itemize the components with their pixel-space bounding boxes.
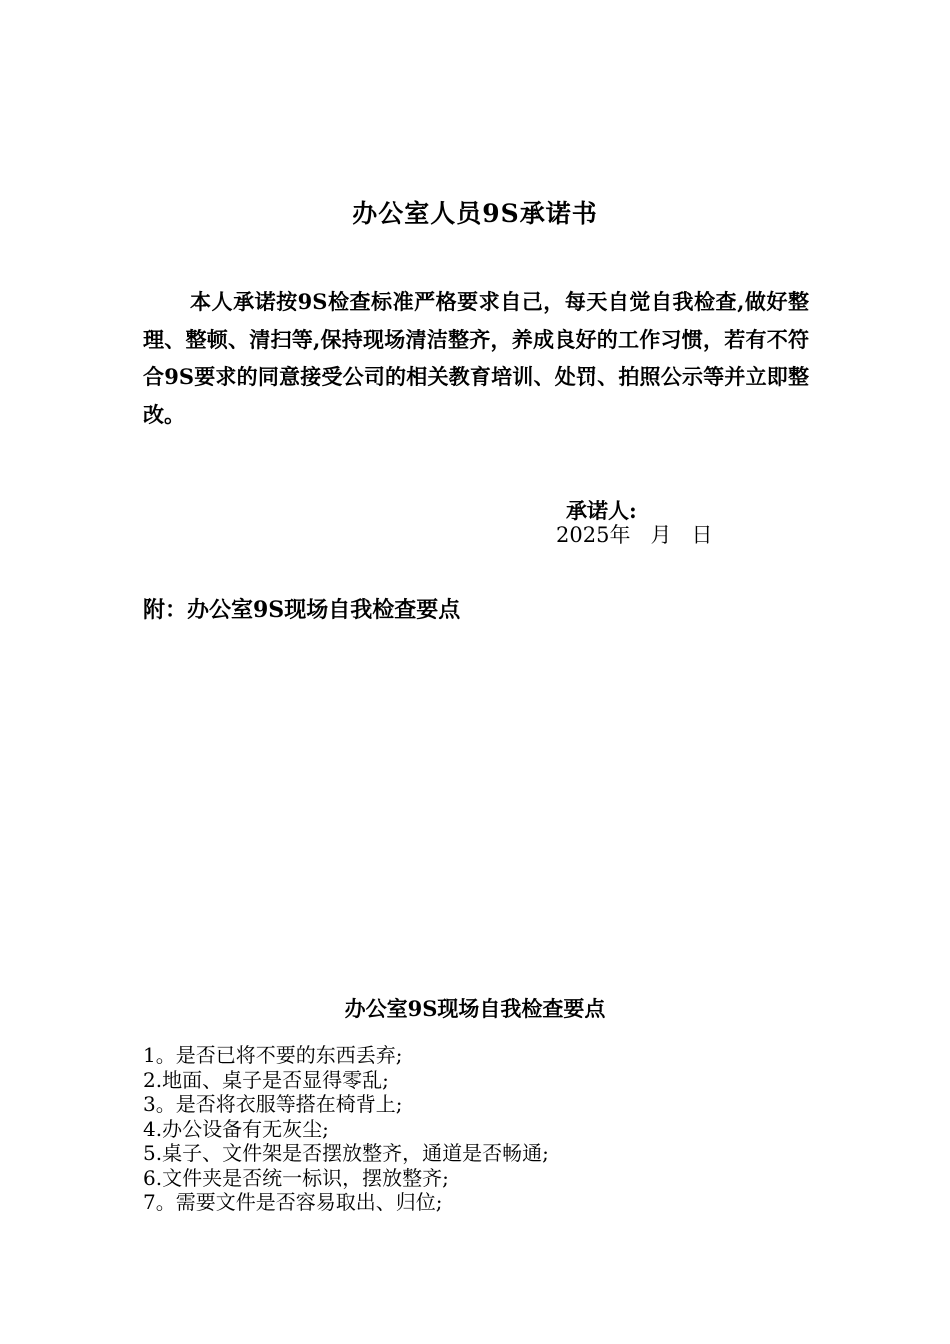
list-item: 6.文件夹是否统一标识，摆放整齐;: [143, 1165, 449, 1190]
signer-label: 承诺人:: [566, 498, 637, 523]
attachment-heading: 附：办公室9S现场自我检查要点: [143, 597, 461, 623]
list-item: 4.办公设备有无灰尘;: [143, 1116, 329, 1141]
pledge-body: 本人承诺按9S检查标准严格要求自己，每天自觉自我检查,做好整理、整顿、清扫等,保持现场清洁整齐，养成良好的工作习惯，若有不符合9S要求的同意接受公司的相关教育培训、处罚、拍照公示等并立即整改。: [143, 289, 809, 427]
date-line: 2025年 月 日: [556, 523, 713, 547]
checklist: [143, 1043, 549, 1215]
list-item: 3。是否将衣服等搭在椅背上;: [143, 1092, 403, 1116]
list-item: 2.地面、桌子是否显得零乱;: [143, 1067, 389, 1092]
checklist-title: 办公室9S现场自我检查要点: [344, 996, 606, 1021]
document-title: 办公室人员9S承诺书: [352, 199, 598, 228]
list-item: 1。是否已将不要的东西丢弃;: [143, 1043, 403, 1067]
list-item: 7。需要文件是否容易取出、归位;: [143, 1190, 443, 1214]
list-item: 5.桌子、文件架是否摆放整齐，通道是否畅通;: [143, 1141, 549, 1165]
